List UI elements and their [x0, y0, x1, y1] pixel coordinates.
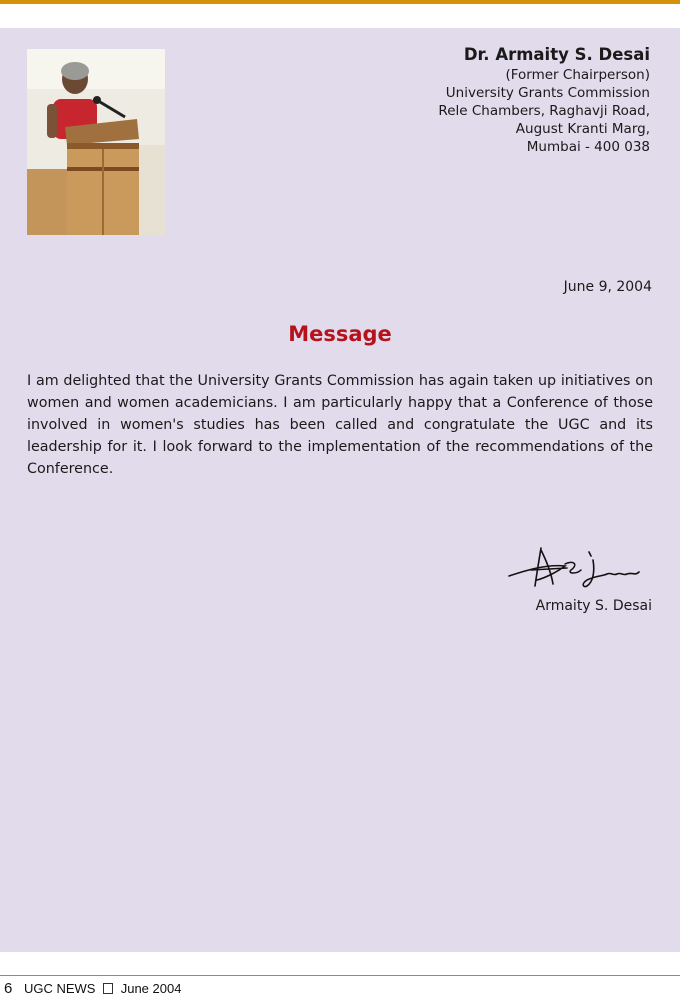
- footer-rule: [0, 975, 680, 976]
- message-panel: [0, 28, 680, 952]
- signatory-name: Armaity S. Desai: [535, 598, 652, 614]
- sender-name: Dr. Armaity S. Desai: [463, 45, 650, 64]
- page-footer: [4, 980, 181, 997]
- page-number: 6: [4, 980, 13, 997]
- sender-address-line3: Mumbai - 400 038: [526, 139, 650, 155]
- speaker-photo: [27, 49, 165, 235]
- top-accent-rule: [0, 0, 680, 4]
- publication-name: UGC NEWS: [23, 981, 96, 996]
- message-body: I am delighted that the University Grants Commission has again taken up initiatives on women and women academicians. I am particularly happy that a Conference of those involved in women's studies has been called and congratulate the UGC and its leadership for it. I look forward to the implementation of the recommendations of the Conference.: [27, 373, 653, 477]
- photo-illustration: [27, 49, 165, 235]
- issue-date: June 2004: [120, 981, 182, 996]
- separator-box-icon: [103, 983, 113, 994]
- sender-role: (Former Chairperson): [505, 67, 650, 83]
- sender-organization: University Grants Commission: [445, 85, 650, 101]
- letter-date: June 9, 2004: [563, 279, 652, 295]
- sender-address-line2: August Kranti Marg,: [515, 121, 650, 137]
- sender-address-line1: Rele Chambers, Raghavji Road,: [438, 103, 650, 119]
- sender-block: [330, 44, 650, 156]
- handwritten-signature: [507, 542, 657, 592]
- message-heading: Message: [288, 322, 392, 346]
